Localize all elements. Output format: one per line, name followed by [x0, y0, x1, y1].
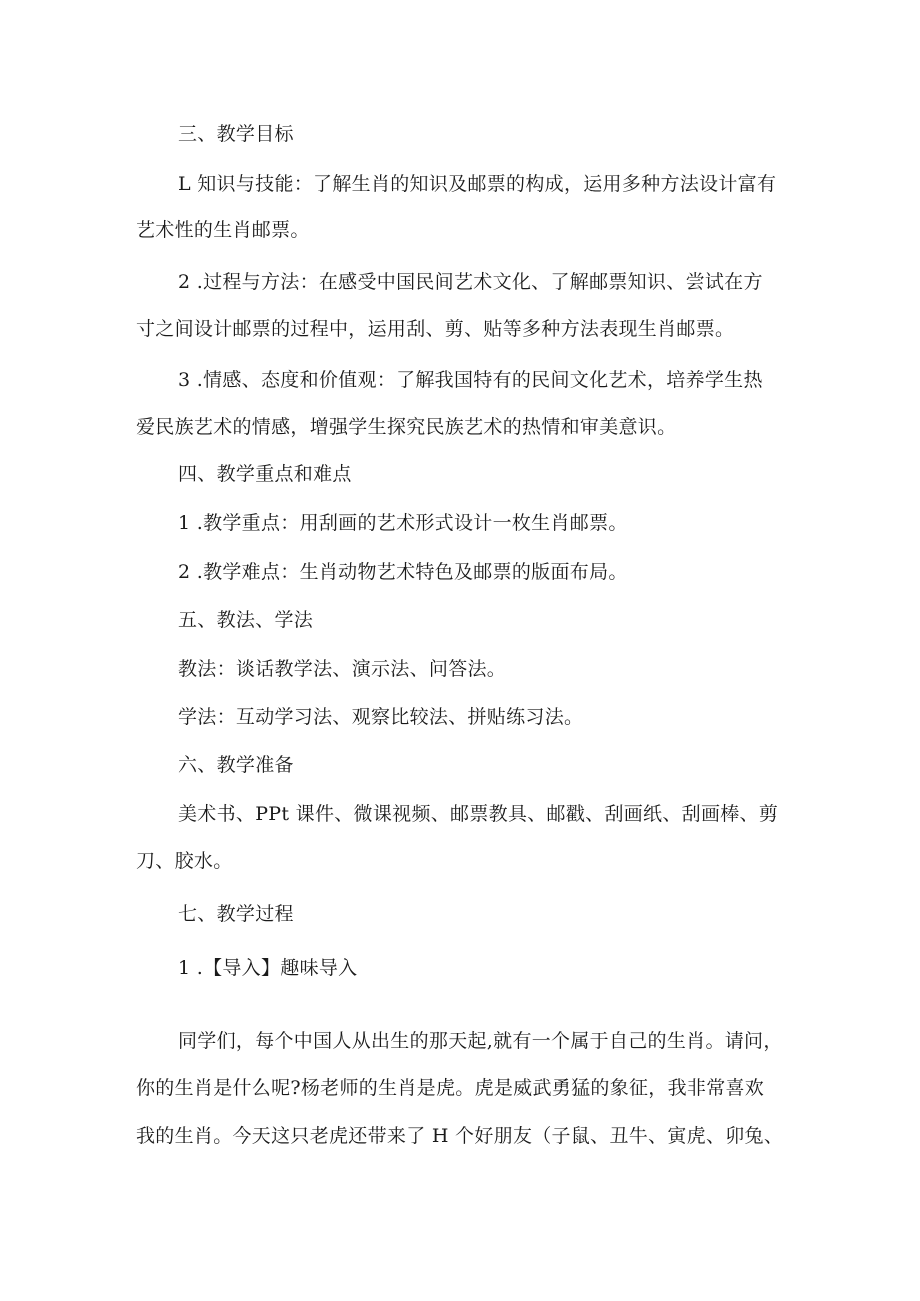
- intro-paragraph-line-3: 我的生肖。今天这只老虎还带来了 H 个好朋友（子鼠、丑牛、寅虎、卯兔、: [136, 1125, 784, 1147]
- objective-3-line-1: 3 .情感、态度和价值观：了解我国特有的民间文化艺术，培养学生热: [178, 369, 763, 391]
- section-6-heading: 六、教学准备: [178, 754, 294, 776]
- objective-1-line-2: 艺术性的生肖邮票。: [136, 219, 310, 241]
- teaching-method: 教法：谈话教学法、演示法、问答法。: [178, 658, 507, 680]
- learning-method: 学法：互动学习法、观察比较法、拼贴练习法。: [178, 706, 584, 728]
- difficulty-item: 2 .教学难点：生肖动物艺术特色及邮票的版面布局。: [178, 561, 628, 583]
- section-4-heading: 四、教学重点和难点: [178, 463, 352, 485]
- intro-paragraph-line-2: 你的生肖是什么呢?杨老师的生肖是虎。虎是威武勇猛的象征，我非常喜欢: [136, 1077, 765, 1099]
- objective-2-line-1: 2 .过程与方法：在感受中国民间艺术文化、了解邮票知识、尝试在方: [178, 271, 763, 293]
- objective-2-line-2: 寸之间设计邮票的过程中，运用刮、剪、贴等多种方法表现生肖邮票。: [136, 318, 735, 340]
- materials-line-1: 美术书、PPt 课件、微课视频、邮票教具、邮戳、刮画纸、刮画棒、剪: [178, 803, 779, 825]
- section-3-heading: 三、教学目标: [178, 123, 294, 145]
- objective-1-line-1: L 知识与技能：了解生肖的知识及邮票的构成，运用多种方法设计富有: [178, 173, 777, 195]
- objective-3-line-2: 爱民族艺术的情感，增强学生探究民族艺术的热情和审美意识。: [136, 416, 677, 438]
- intro-item: 1 .【导入】趣味导入: [178, 957, 358, 979]
- section-7-heading: 七、教学过程: [178, 903, 294, 925]
- section-5-heading: 五、教法、学法: [178, 609, 314, 631]
- intro-paragraph-line-1: 同学们，每个中国人从出生的那天起,就有一个属于自己的生肖。请问，: [178, 1030, 783, 1052]
- key-point-item: 1 .教学重点：用刮画的艺术形式设计一枚生肖邮票。: [178, 512, 628, 534]
- materials-line-2: 刀、胶水。: [136, 850, 233, 872]
